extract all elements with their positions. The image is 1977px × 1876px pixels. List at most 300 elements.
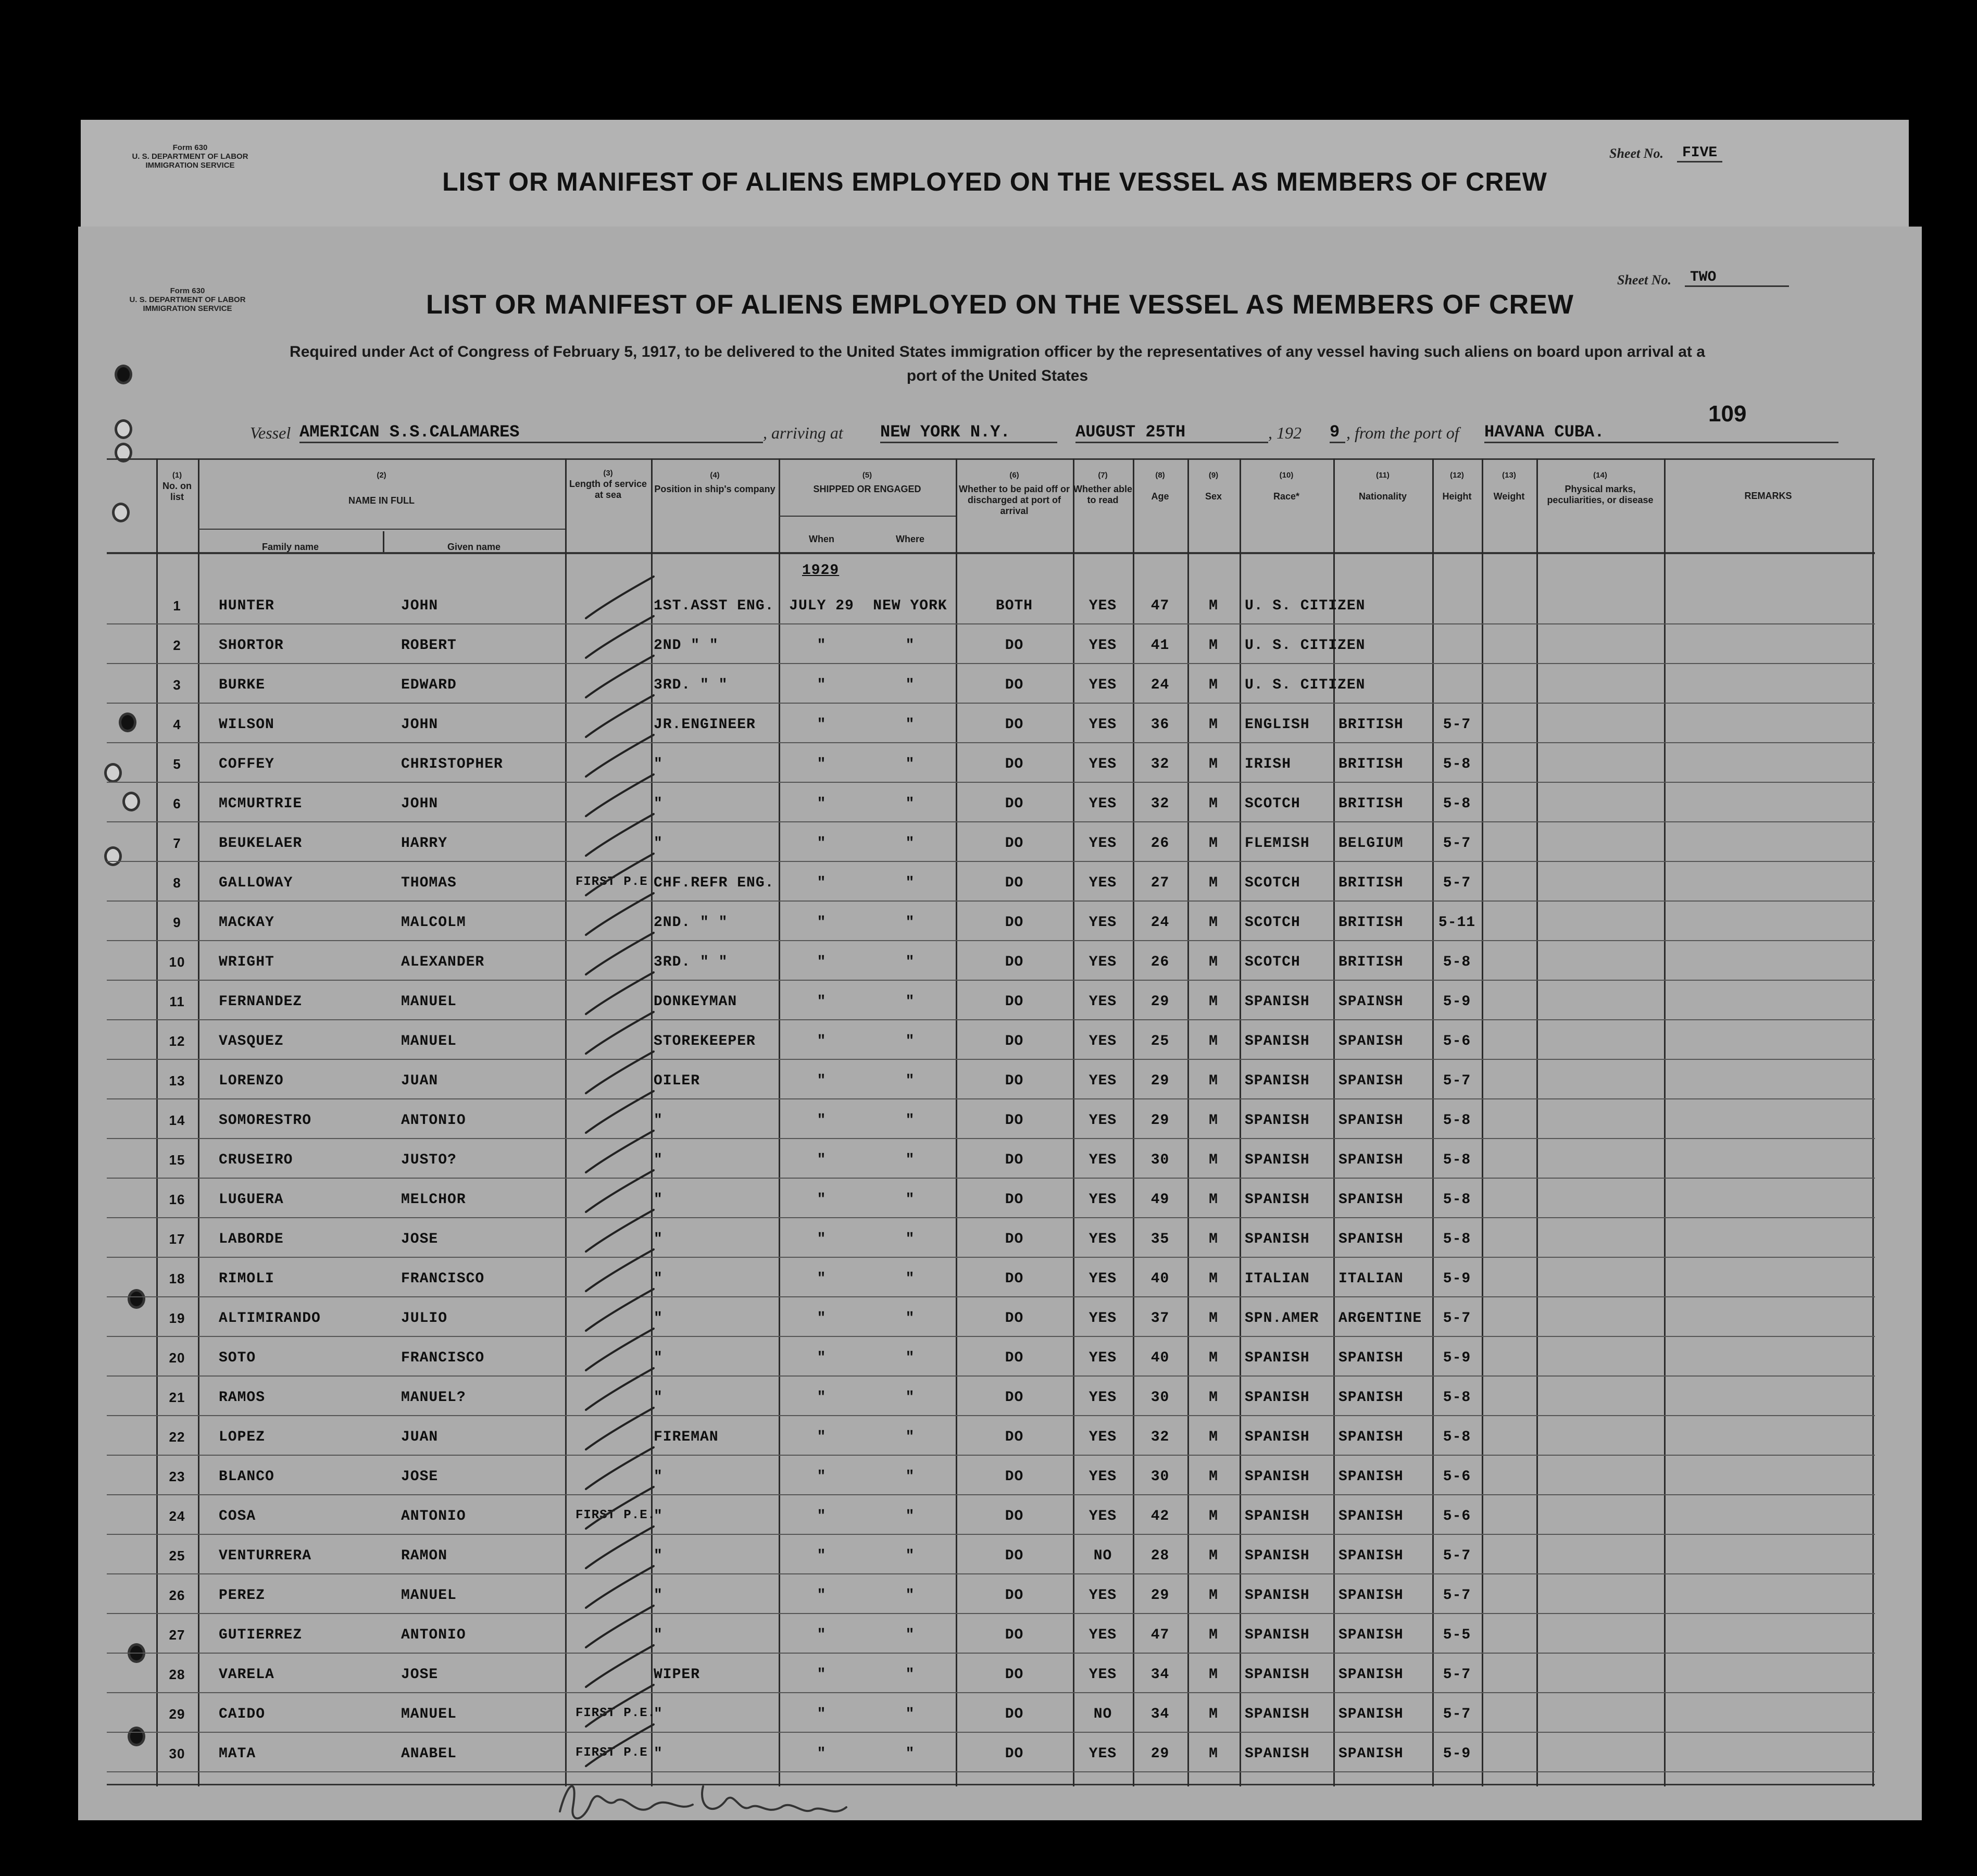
cell-paid: DO [1005,1508,1024,1524]
cell-no: 16 [169,1192,185,1207]
cell-age: 32 [1150,796,1170,812]
cell-read: YES [1088,1390,1117,1406]
cell-read: YES [1088,1073,1117,1089]
cell-no: 17 [169,1231,185,1247]
cell-sex: M [1209,1627,1218,1643]
cell-position: " [654,756,663,772]
cell-position: " [654,1192,663,1208]
cell-sex: M [1209,1390,1218,1406]
cell-sex: M [1209,1350,1218,1366]
cell-read: YES [1088,1192,1117,1208]
cell-height: 5-9 [1443,1271,1471,1287]
cell-height: 5-8 [1443,1231,1471,1247]
cell-sex: M [1209,1192,1218,1208]
cell-paid: DO [1005,1350,1024,1366]
subtitle-line-2: port of the United States [906,367,1088,384]
cell-race: SCOTCH [1245,875,1300,891]
cell-paid: DO [1005,756,1024,772]
cell-given: MANUEL [401,1033,457,1049]
cell-where: " [905,1429,915,1445]
cell-nationality: BRITISH [1338,915,1404,931]
cell-sex: M [1209,954,1218,970]
cell-age: 40 [1150,1350,1170,1366]
cell-sex: M [1209,1112,1218,1129]
cell-paid: DO [1005,717,1024,733]
check-mark [586,1645,654,1687]
cell-position: 3RD. " " [654,677,728,693]
cell-sex: M [1209,1667,1218,1683]
cell-family: SOTO [219,1350,256,1366]
cell-no: 5 [173,756,181,772]
cell-paid: DO [1005,1152,1024,1168]
check-mark [586,893,654,935]
header-remarks: REMARKS [1744,491,1792,501]
cell-no: 24 [169,1508,185,1524]
cell-where: " [905,1112,915,1129]
cell-given: ANTONIO [401,1627,466,1643]
cell-race: SPANISH [1245,1627,1310,1643]
cell-sex: M [1209,677,1218,693]
cell-where: " [905,1231,915,1247]
cell-given: JULIO [401,1310,448,1327]
cell-position: " [654,1508,663,1524]
cell-when: " [817,835,827,852]
cell-when: " [817,1706,827,1722]
cell-age: 29 [1150,1112,1170,1129]
cell-service: FIRST P.E. [575,1706,656,1720]
cell-paid: DO [1005,835,1024,852]
cell-sex: M [1209,756,1218,772]
cell-given: JOSE [401,1667,439,1683]
cell-paid: DO [1005,1667,1024,1683]
cell-nationality: SPANISH [1338,1152,1404,1168]
cell-where: " [905,1152,915,1168]
cell-race: SPANISH [1245,1231,1310,1247]
cell-when: " [817,1271,827,1287]
cell-family: WILSON [219,717,274,733]
cell-sex: M [1209,717,1218,733]
cell-age: 25 [1150,1033,1170,1049]
cell-where: " [905,875,915,891]
cell-no: 21 [169,1390,185,1405]
cell-paid: DO [1005,994,1024,1010]
cell-position: " [654,1627,663,1643]
header-read-number: (7) [1098,471,1108,480]
cell-family: BURKE [219,677,266,693]
cell-where: " [905,677,915,693]
cell-no: 25 [169,1548,185,1564]
cell-nationality: BRITISH [1338,954,1404,970]
cell-where: " [905,1350,915,1366]
header-height-number: (12) [1450,471,1464,480]
cell-where: " [905,1508,915,1524]
cell-race: SPANISH [1245,1429,1310,1445]
cell-race: SPANISH [1245,1706,1310,1722]
cell-height: 5-7 [1443,1310,1471,1327]
cell-given: ANTONIO [401,1112,466,1129]
cell-position: " [654,1746,663,1762]
check-mark [586,1685,654,1727]
cell-height: 5-9 [1443,994,1471,1010]
cell-given: FRANCISCO [401,1271,485,1287]
cell-race: SPANISH [1245,1469,1310,1485]
check-mark [586,1091,654,1133]
cell-given: JUAN [401,1073,439,1089]
cell-family: SHORTOR [219,637,284,654]
cell-given: ROBERT [401,637,457,654]
back-sheet-number: FIVE [1677,145,1722,162]
cell-family: LOPEZ [219,1429,266,1445]
cell-where: " [905,717,915,733]
cell-family: LUGUERA [219,1192,284,1208]
cell-height: 5-7 [1443,1667,1471,1683]
check-mark [586,1724,654,1766]
cell-when: " [817,1390,827,1406]
header-race-number: (10) [1279,471,1294,480]
cell-age: 29 [1150,1073,1170,1089]
cell-height: 5-8 [1443,1112,1471,1129]
cell-position: " [654,1112,663,1129]
cell-no: 19 [169,1310,185,1326]
cell-family: GALLOWAY [219,875,293,891]
cell-height: 5-7 [1443,1548,1471,1564]
back-service: IMMIGRATION SERVICE [145,161,235,170]
cell-no: 6 [173,796,181,811]
cell-family: WRIGHT [219,954,274,970]
cell-race: SPANISH [1245,1390,1310,1406]
cell-given: JOSE [401,1469,439,1485]
cell-nationality: SPANISH [1338,1231,1404,1247]
cell-no: 29 [169,1706,185,1722]
cell-sex: M [1209,835,1218,852]
cell-read: NO [1093,1548,1112,1564]
cell-read: YES [1088,835,1117,852]
from-label: , from the port of [1346,423,1459,442]
cell-age: 42 [1150,1508,1170,1524]
cell-age: 40 [1150,1271,1170,1287]
cell-position: " [654,835,663,852]
cell-where: " [905,1587,915,1604]
cell-where: " [905,1271,915,1287]
header-weight-label: Weight [1493,491,1525,502]
cell-nationality: ARGENTINE [1338,1310,1422,1327]
cell-when: " [817,1152,827,1168]
cell-sex: M [1209,1033,1218,1049]
cell-family: ALTIMIRANDO [219,1310,321,1327]
cell-when: " [817,1073,827,1089]
cell-age: 30 [1150,1390,1170,1406]
cell-paid: DO [1005,915,1024,931]
cell-read: YES [1088,796,1117,812]
cell-nationality: SPANISH [1338,1746,1404,1762]
cell-given: JUSTO? [401,1152,457,1168]
cell-no: 14 [169,1112,185,1128]
cell-age: 29 [1150,1587,1170,1604]
header-length-number: (3) [603,469,613,478]
cell-family: PEREZ [219,1587,266,1604]
cell-given: JOHN [401,717,439,733]
cell-sex: M [1209,1310,1218,1327]
cell-read: YES [1088,598,1117,614]
cell-height: 5-7 [1443,1706,1471,1722]
cell-when: " [817,637,827,654]
cell-height: 5-8 [1443,954,1471,970]
header-age-label: Age [1151,491,1169,502]
cell-height: 5-7 [1443,835,1471,852]
cell-nationality: SPAINSH [1338,994,1404,1010]
cell-height: 5-11 [1438,915,1476,931]
cell-height: 5-8 [1443,796,1471,812]
cell-where: " [905,954,915,970]
cell-paid: DO [1005,1587,1024,1604]
cell-paid: DO [1005,1429,1024,1445]
cell-no: 2 [173,637,181,653]
cell-paid: DO [1005,1310,1024,1327]
cell-no: 26 [169,1587,185,1603]
cell-given: MANUEL? [401,1390,466,1406]
cell-when: " [817,875,827,891]
cell-paid: DO [1005,1192,1024,1208]
vessel-name: AMERICAN S.S.CALAMARES [299,422,763,443]
sheet-label: Sheet No. [1617,272,1671,287]
cell-where: " [905,1706,915,1722]
form-number: Form 630 [170,286,205,295]
cell-position: FIREMAN [654,1429,719,1445]
cell-nationality: BRITISH [1338,756,1404,772]
check-mark [586,774,654,816]
cell-age: 29 [1150,1746,1170,1762]
cell-sex: M [1209,1152,1218,1168]
header-position-number: (4) [710,471,720,480]
cell-given: CHRISTOPHER [401,756,503,772]
cell-when: " [817,1667,827,1683]
cell-paid: DO [1005,1231,1024,1247]
cell-family: COFFEY [219,756,274,772]
check-mark [586,1170,654,1212]
cell-age: 28 [1150,1548,1170,1564]
cell-no: 11 [169,994,185,1009]
cell-race: IRISH [1245,756,1292,772]
cell-no: 15 [169,1152,185,1168]
cell-when: " [817,1627,827,1643]
cell-age: 24 [1150,915,1170,931]
cell-race: U. S. CITIZEN [1245,677,1366,693]
cell-sex: M [1209,1429,1218,1445]
cell-race: SPANISH [1245,1350,1310,1366]
cell-position: JR.ENGINEER [654,717,756,733]
cell-position: 2ND. " " [654,915,728,931]
cell-height: 5-7 [1443,1073,1471,1089]
cell-race: SPANISH [1245,1112,1310,1129]
cell-where: " [905,994,915,1010]
header-nationality-number: (11) [1376,471,1390,480]
cell-read: YES [1088,1231,1117,1247]
year-prefix: , 192 [1268,423,1302,442]
cell-age: 41 [1150,637,1170,654]
cell-race: SCOTCH [1245,954,1300,970]
cell-position: " [654,1706,663,1722]
check-mark [586,972,654,1014]
header-height-label: Height [1442,491,1472,502]
cell-race: ITALIAN [1245,1271,1310,1287]
cell-nationality: SPANISH [1338,1587,1404,1604]
cell-when: " [817,994,827,1010]
cell-given: JOSE [401,1231,439,1247]
cell-age: 29 [1150,994,1170,1010]
cell-sex: M [1209,1271,1218,1287]
cell-no: 1 [173,598,181,614]
cell-position: " [654,796,663,812]
check-mark [586,1487,654,1529]
cell-family: RIMOLI [219,1271,274,1287]
header-sex-number: (9) [1208,471,1219,480]
cell-age: 27 [1150,875,1170,891]
check-mark [586,735,654,777]
cell-position: OILER [654,1073,700,1089]
check-mark [586,1052,654,1093]
check-mark [586,1368,654,1410]
cell-no: 10 [169,954,185,970]
cell-paid: DO [1005,1271,1024,1287]
service-check-marks [586,577,654,1766]
departure-port: HAVANA CUBA. [1484,422,1838,443]
cell-no: 30 [169,1746,185,1761]
cell-where: NEW YORK [873,598,947,614]
cell-position: " [654,1152,663,1168]
cell-when: " [817,1469,827,1485]
cell-nationality: BRITISH [1338,875,1404,891]
cell-sex: M [1209,1548,1218,1564]
cell-when: " [817,1508,827,1524]
cell-position: " [654,1310,663,1327]
cell-family: FERNANDEZ [219,994,303,1010]
cell-family: COSA [219,1508,256,1524]
cell-height: 5-9 [1443,1350,1471,1366]
cell-no: 28 [169,1667,185,1682]
header-physical-label: Physical marks, peculiarities, or disease [1547,484,1654,505]
cell-paid: DO [1005,796,1024,812]
cell-family: MATA [219,1746,256,1762]
cell-nationality: SPANISH [1338,1706,1404,1722]
page-number: 109 [1708,401,1747,427]
arrival-date: AUGUST 25TH [1075,422,1268,443]
cell-where: " [905,915,915,931]
header-where: Where [895,534,924,544]
cell-paid: DO [1005,637,1024,654]
header-race-label: Race* [1273,491,1300,502]
cell-given: ANABEL [401,1746,457,1762]
cell-height: 5-6 [1443,1508,1471,1524]
cell-age: 26 [1150,954,1170,970]
check-mark [586,695,654,737]
cell-nationality: ITALIAN [1338,1271,1404,1287]
check-mark [586,1606,654,1647]
cell-nationality: SPANISH [1338,1390,1404,1406]
cell-age: 35 [1150,1231,1170,1247]
header-no-number: (1) [172,471,182,480]
cell-read: YES [1088,1033,1117,1049]
cell-nationality: SPANISH [1338,1429,1404,1445]
cell-read: YES [1088,1112,1117,1129]
cell-race: FLEMISH [1245,835,1310,852]
cell-when: " [817,796,827,812]
check-mark [586,854,654,895]
cell-read: YES [1088,677,1117,693]
cell-position: WIPER [654,1667,700,1683]
cell-race: SPANISH [1245,1073,1310,1089]
cell-race: SPANISH [1245,994,1310,1010]
cell-nationality: BELGIUM [1338,835,1404,852]
cell-paid: DO [1005,875,1024,891]
cell-nationality: SPANISH [1338,1469,1404,1485]
cell-height: 5-7 [1443,717,1471,733]
cell-where: " [905,1390,915,1406]
cell-read: YES [1088,1469,1117,1485]
cell-sex: M [1209,1469,1218,1485]
header-name-label: NAME IN FULL [348,495,415,506]
check-mark [586,814,654,856]
cell-when: JULY 29 [789,598,854,614]
cell-paid: DO [1005,1706,1024,1722]
cell-read: YES [1088,1627,1117,1643]
cell-when: " [817,1548,827,1564]
cell-paid: DO [1005,1390,1024,1406]
check-mark [586,656,654,697]
cell-race: ENGLISH [1245,717,1310,733]
cell-service: FIRST P.E [575,875,648,889]
header-shipped-number: (5) [862,471,872,480]
cell-race: SPANISH [1245,1192,1310,1208]
cell-age: 32 [1150,756,1170,772]
cell-paid: DO [1005,1627,1024,1643]
cell-read: NO [1093,1706,1112,1722]
cell-sex: M [1209,1746,1218,1762]
cell-family: CRUSEIRO [219,1152,293,1168]
cell-given: RAMON [401,1548,448,1564]
cell-read: YES [1088,1587,1117,1604]
cell-when: " [817,1429,827,1445]
cell-position: " [654,1390,663,1406]
cell-sex: M [1209,875,1218,891]
cell-when: " [817,1746,827,1762]
back-department: U. S. DEPARTMENT OF LABOR [132,152,248,161]
cell-nationality: SPANISH [1338,1548,1404,1564]
check-mark [586,1329,654,1370]
cell-race: SPN.AMER [1245,1310,1319,1327]
cell-read: YES [1088,1350,1117,1366]
cell-race: SPANISH [1245,1667,1310,1683]
cell-position: STOREKEEPER [654,1033,756,1049]
header-given-name: Given name [447,542,501,552]
cell-where: " [905,637,915,654]
cell-age: 49 [1150,1192,1170,1208]
cell-read: YES [1088,915,1117,931]
cell-read: YES [1088,637,1117,654]
header-position-label: Position in ship's company [654,484,775,494]
arriving-port: NEW YORK N.Y. [880,422,1057,443]
cell-family: BLANCO [219,1469,274,1485]
cell-family: HUNTER [219,598,274,614]
cell-family: RAMOS [219,1390,266,1406]
cell-paid: DO [1005,1746,1024,1762]
cell-race: SCOTCH [1245,915,1300,931]
vessel-label: Vessel [250,423,291,442]
cell-sex: M [1209,994,1218,1010]
cell-given: JOHN [401,598,439,614]
cell-where: " [905,1033,915,1049]
arriving-label: , arriving at [763,423,843,442]
cell-family: MCMURTRIE [219,796,303,812]
